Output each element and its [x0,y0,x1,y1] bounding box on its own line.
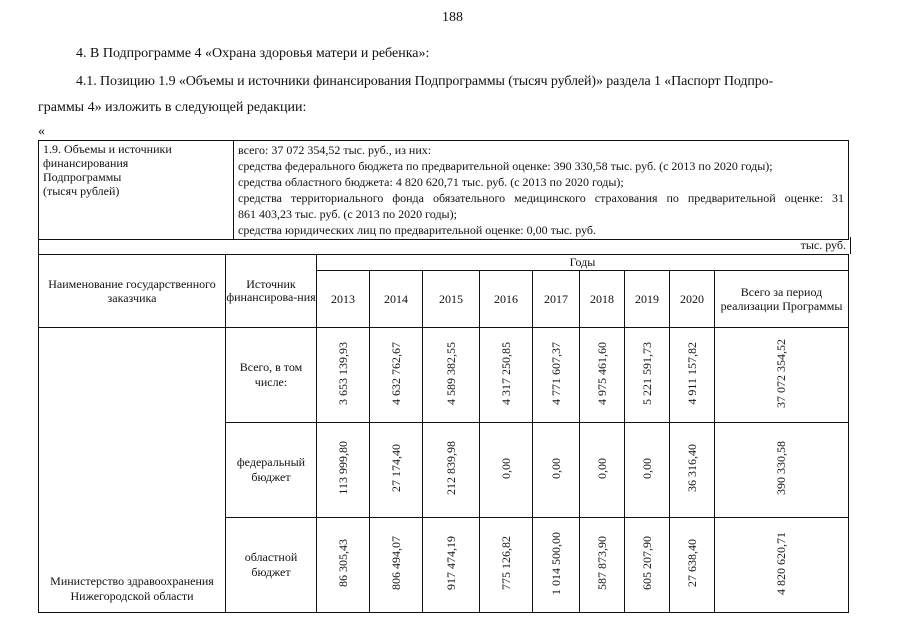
value: 4 911 157,82 [684,341,699,405]
value: 605 207,90 [639,536,654,590]
value-cell [423,518,480,613]
value-cell [370,328,423,423]
passport-value-line: средства областного бюджета: 4 820 620,71 тыс. руб. (с 2013 по 2020 годы); [238,175,624,189]
total-cell [715,518,849,613]
value: 4 589 382,55 [443,341,458,405]
value: 113 999,80 [335,441,350,495]
value-cell [533,518,580,613]
value-cell [317,518,370,613]
header-year: 2017 [533,271,580,328]
value: 3 653 139,93 [335,341,350,405]
passport-label-line: Подпрограммы [43,170,122,184]
value: 4 317 250,85 [498,341,513,405]
value: 5 221 591,73 [639,341,654,405]
value-cell [317,423,370,518]
passport-value-line: средства федерального бюджета по предварительной оценке: 390 330,58 тыс. руб. (с 2013 по 2020 годы); [238,159,773,173]
header-year: 2015 [423,271,480,328]
passport-value-line: 861 403,23 тыс. руб. (с 2013 по 2020 годы); [238,207,457,221]
value-cell [670,328,715,423]
value: 775 126,82 [498,536,513,590]
value: 0,00 [639,457,654,479]
value-cell [423,423,480,518]
value: 4 771 607,37 [548,341,563,405]
section-heading: 4. В Подпрограмме 4 «Охрана здоровья матери и ребенка»: [76,46,430,61]
value: 1 014 500,00 [548,531,563,595]
value: 587 873,90 [594,536,609,590]
passport-value-line: всего: 37 072 354,52 тыс. руб., из них: [238,143,432,157]
value: 36 316,40 [684,444,699,492]
value-cell [533,423,580,518]
value: 27 174,40 [388,444,403,492]
value-cell [480,423,533,518]
value-cell [580,423,625,518]
passport-table [38,140,849,240]
funding-source: Всего, в том числе: [226,328,317,423]
header-funding-source: Источник финансирова-ния [226,255,317,328]
value: 0,00 [548,457,563,479]
value: 27 638,40 [684,539,699,587]
value-cell [533,328,580,423]
funding-source: областной бюджет [226,518,317,613]
financing-table [38,254,849,613]
value: 0,00 [594,457,609,479]
total-cell [715,423,849,518]
total-value: 390 330,58 [774,441,788,495]
value: 212 839,98 [443,441,458,495]
value: 4 975 461,60 [594,341,609,405]
header-year: 2013 [317,271,370,328]
value-cell [317,328,370,423]
units-row [38,237,851,254]
value-cell [580,518,625,613]
open-quote: « [38,124,45,139]
paragraph-line-1: 4.1. Позицию 1.9 «Объемы и источники финансирования Подпрограммы (тысяч рублей)» раздела 1 «Паспорт Подпро- [76,74,774,89]
passport-label [39,141,234,240]
passport-label-line: 1.9. Объемы и источники [43,142,172,156]
header-total: Всего за период реализации Программы [715,271,849,328]
value: 4 632 762,67 [388,341,403,405]
value: 0,00 [498,457,513,479]
total-value: 37 072 354,52 [774,338,788,408]
value-cell [423,328,480,423]
value-cell [625,423,670,518]
value: 86 305,43 [335,539,350,587]
paragraph-line-2: граммы 4» изложить в следующей редакции: [38,100,307,115]
header-year: 2019 [625,271,670,328]
passport-value [234,141,849,240]
total-value: 4 820 620,71 [774,531,788,595]
value-cell [480,328,533,423]
value-cell [670,518,715,613]
header-years: Годы [317,255,849,271]
value-cell [580,328,625,423]
customer-name: Министерство здравоохранения Нижегородской области [39,328,226,613]
header-year: 2018 [580,271,625,328]
page-number: 188 [442,10,463,25]
header-year: 2014 [370,271,423,328]
value: 917 474,19 [443,536,458,590]
value-cell [670,423,715,518]
value-cell [625,518,670,613]
value-cell [480,518,533,613]
header-customer-name: Наименование государственного заказчика [39,255,226,328]
total-cell [715,328,849,423]
header-year: 2016 [480,271,533,328]
value-cell [370,423,423,518]
header-year: 2020 [670,271,715,328]
value-cell [625,328,670,423]
units-label: тыс. руб. [800,238,846,252]
funding-source: федеральный бюджет [226,423,317,518]
passport-value-line: средства территориального фонда обязательного медицинского страхования по предварительной оценке: 31 [238,191,844,205]
value-cell [370,518,423,613]
value: 806 494,07 [388,536,403,590]
passport-value-line: средства юридических лиц по предварительной оценке: 0,00 тыс. руб. [238,223,597,237]
passport-label-line: (тысяч рублей) [43,184,120,198]
passport-label-line: финансирования [43,156,129,170]
